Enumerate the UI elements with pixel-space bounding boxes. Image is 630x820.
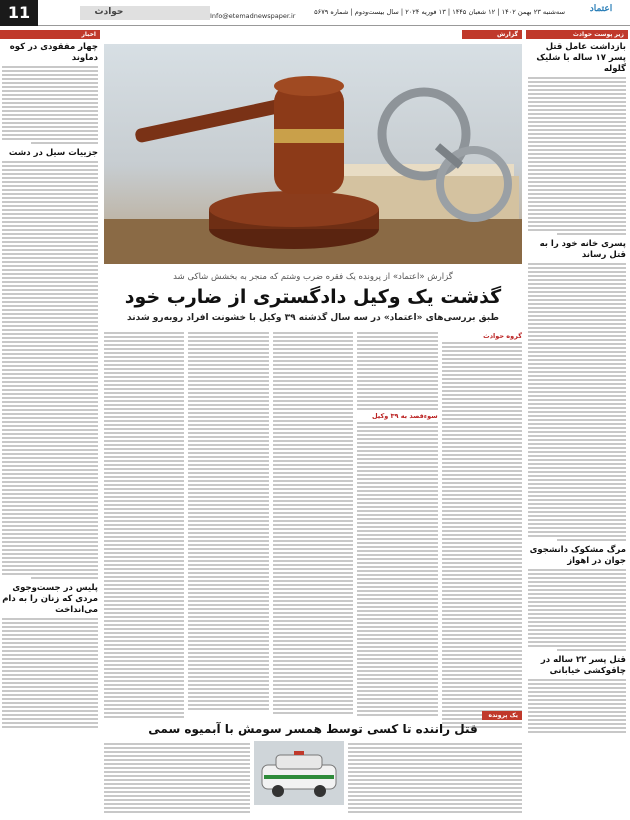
left-column <box>0 30 100 816</box>
car-illustration <box>254 741 344 805</box>
bottom-story <box>104 711 522 816</box>
main-headline: گذشت یک وکیل دادگستری از ضارب خود <box>124 286 502 308</box>
body-column-2 <box>357 330 437 730</box>
newspaper-logo: اعتماد <box>589 4 613 14</box>
left-text-block-1 <box>2 66 98 144</box>
center-story <box>104 30 522 730</box>
right-text-block-2 <box>528 263 626 541</box>
body-column-3 <box>273 330 353 730</box>
right-headline-3: مرگ مشکوک دانشجوی جوان در اهواز <box>529 545 626 566</box>
left-text-block-3 <box>2 618 98 728</box>
story-kicker: گزارش «اعتماد» از پرونده یک فقره ضرب وشتم که منجر به بخشش شاکی شد <box>173 272 453 282</box>
section-name: حوادث <box>94 7 124 17</box>
right-text-block-1 <box>528 77 626 235</box>
bottom-text-right <box>348 741 522 816</box>
right-headline-4: قتل پسر ۲۲ ساله در چاقوکشی خیابانی <box>540 655 626 676</box>
dateline: سه‌شنبه ۲۳ بهمن ۱۴۰۲ | ۱۲ شعبان ۱۴۴۵ | ۱۳ فوریه ۲۰۲۴ | سال بیست‌ودوم | شماره ۵۶۷۹ <box>314 8 565 16</box>
center-label: گزارش <box>462 30 522 39</box>
right-column <box>526 30 628 816</box>
left-headline-3: پلیس در جست‌وجوی مردی که زنان را به دام می‌انداخت <box>2 583 98 615</box>
subsection-1: گروه حوادث <box>483 332 522 340</box>
police-car-photo <box>254 741 344 805</box>
right-headline-1: بازداشت عامل قتل پسر ۱۷ ساله با شلیک گلوله <box>536 42 626 74</box>
left-headline-1: چهار مفقودی در کوه دماوند <box>9 42 98 63</box>
right-text-block-3 <box>528 569 626 651</box>
bottom-text-left <box>104 741 250 816</box>
email[interactable]: Info@etemadnewspaper.ir <box>210 12 296 20</box>
masthead <box>0 0 630 26</box>
gavel-illustration <box>104 44 522 264</box>
right-text-block-4 <box>528 679 626 733</box>
body-column-5 <box>104 330 184 730</box>
body-column-1 <box>442 330 522 730</box>
left-text-block-2 <box>2 161 98 579</box>
left-column-label: اخبار <box>0 30 100 39</box>
page-number: 11 <box>0 0 38 26</box>
body-column-4 <box>188 330 268 730</box>
right-headline-2: پسری خانه خود را به قتل رساند <box>539 239 626 260</box>
left-headline-2: جزییات سیل در دشت <box>8 148 98 158</box>
bottom-story-label: یک پرونده <box>482 711 522 720</box>
story-body <box>104 330 522 730</box>
gavel-handcuffs-photo <box>104 44 522 264</box>
story-subhead: طبق بررسی‌های «اعتماد» در سه سال گذشته ۳۹ وکیل با خشونت افراد روبه‌رو شدند <box>127 313 499 323</box>
subsection-2: سوءقصد به ۳۹ وکیل <box>371 412 438 420</box>
bottom-headline: قتل راننده تا کسی توسط همسر سومش با آبمیوه سمی <box>148 722 478 736</box>
right-column-label: زیر پوست حوادث <box>526 30 628 39</box>
